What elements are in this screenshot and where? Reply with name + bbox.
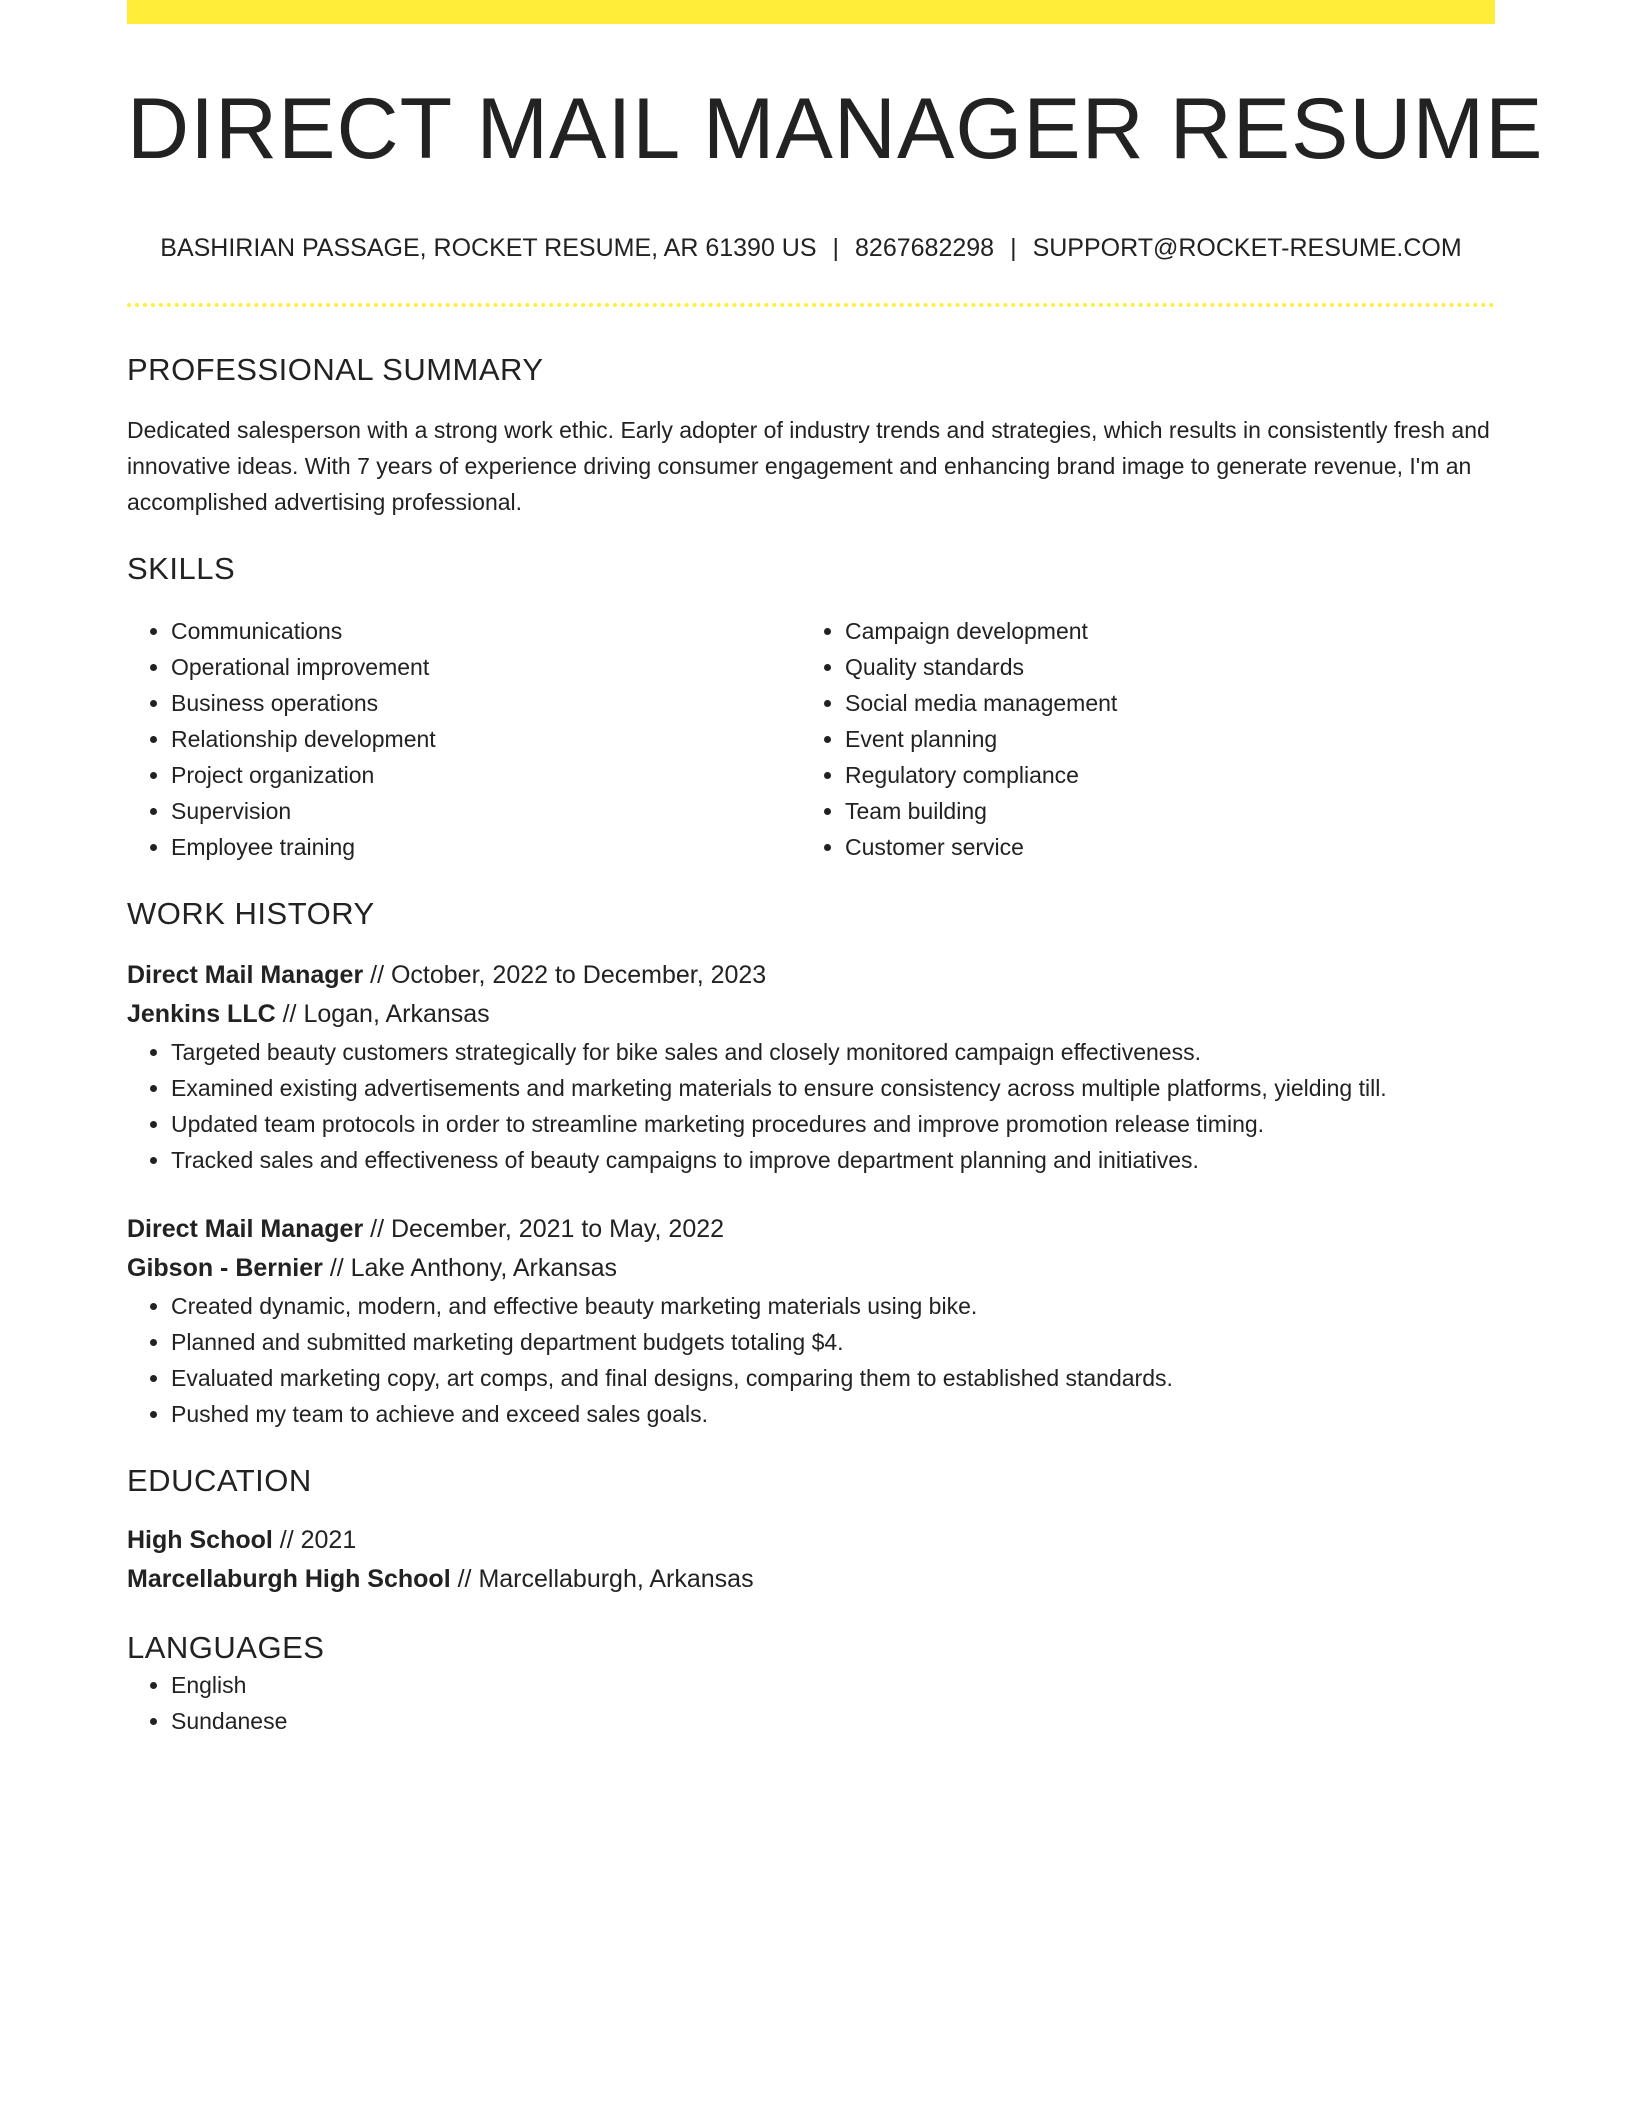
education-location: // Marcellaburgh, Arkansas xyxy=(450,1565,754,1594)
language-item: • Sundanese xyxy=(171,1703,1495,1739)
contact-phone: 8267682298 xyxy=(855,233,995,262)
skill-item: • Event planning xyxy=(845,721,1475,757)
section-title-education: EDUCATION xyxy=(127,1463,312,1499)
job-company: Gibson - Bernier xyxy=(127,1254,323,1283)
education-year: // 2021 xyxy=(272,1526,357,1555)
contact-separator: | xyxy=(832,233,840,262)
education-school: Marcellaburgh High School xyxy=(127,1565,451,1594)
job-bullet: • Created dynamic, modern, and effective beauty marketing materials using bike. xyxy=(171,1288,1495,1324)
language-item: • English xyxy=(171,1667,1495,1703)
job-bullet: • Evaluated marketing copy, art comps, and final designs, comparing them to established standards. xyxy=(171,1360,1495,1396)
job-bullet: • Tracked sales and effectiveness of beauty campaigns to improve department planning and initiatives. xyxy=(171,1142,1495,1178)
contact-address: BASHIRIAN PASSAGE, ROCKET RESUME, AR 61390 US xyxy=(160,233,817,262)
skills-column-right xyxy=(801,613,1475,865)
skill-item: • Relationship development xyxy=(171,721,801,757)
job-bullets xyxy=(127,1288,1495,1432)
job-dates: // December, 2021 to May, 2022 xyxy=(363,1215,725,1244)
skill-item: • Operational improvement xyxy=(171,649,801,685)
skills-column-left xyxy=(127,613,801,865)
job-company-line xyxy=(127,1249,1495,1288)
section-title-summary: PROFESSIONAL SUMMARY xyxy=(127,351,544,387)
skill-item: • Employee training xyxy=(171,829,801,865)
section-title-skills: SKILLS xyxy=(127,550,236,586)
job-role: Direct Mail Manager xyxy=(127,1215,364,1244)
resume-page xyxy=(127,0,1544,1739)
education-school-line xyxy=(127,1560,1495,1599)
job-company-line xyxy=(127,995,1495,1034)
top-accent-bar xyxy=(127,0,1495,24)
job-bullet: • Planned and submitted marketing department budgets totaling $4. xyxy=(171,1324,1495,1360)
skill-item: • Campaign development xyxy=(845,613,1475,649)
job-dates: // October, 2022 to December, 2023 xyxy=(363,961,767,990)
job-bullets xyxy=(127,1034,1495,1178)
job-location: // Logan, Arkansas xyxy=(275,1000,490,1029)
contact-email: SUPPORT@ROCKET-RESUME.COM xyxy=(1032,233,1462,262)
job-role-line xyxy=(127,1210,1495,1249)
job-bullet: • Updated team protocols in order to streamline marketing procedures and improve promotion release timing. xyxy=(171,1106,1495,1142)
education-degree-line xyxy=(127,1521,1495,1560)
skill-item: • Communications xyxy=(171,613,801,649)
skill-item: • Supervision xyxy=(171,793,801,829)
job-bullet: • Targeted beauty customers strategically for bike sales and closely monitored campaign effectiveness. xyxy=(171,1034,1495,1070)
section-title-work-history: WORK HISTORY xyxy=(127,895,375,931)
summary-text: Dedicated salesperson with a strong work ethic. Early adopter of industry trends and strategies, which results in consistently fresh and innovative ideas. With 7 years of experience driving consumer engagement and enhancing brand image to generate revenue, I'm an accomplished advertising professional. xyxy=(127,416,1490,515)
skill-item: • Business operations xyxy=(171,685,801,721)
job-bullet: • Examined existing advertisements and marketing materials to ensure consistency across multiple platforms, yielding till. xyxy=(171,1070,1495,1106)
skill-item: • Customer service xyxy=(845,829,1475,865)
job-entry xyxy=(127,1210,1495,1432)
job-bullet: • Pushed my team to achieve and exceed sales goals. xyxy=(171,1396,1495,1432)
job-role-line xyxy=(127,956,1495,995)
skill-item: • Quality standards xyxy=(845,649,1475,685)
resume-title: DIRECT MAIL MANAGER RESUME xyxy=(127,81,1544,177)
dotted-divider xyxy=(127,303,1495,307)
skill-item: • Project organization xyxy=(171,757,801,793)
job-company: Jenkins LLC xyxy=(127,1000,276,1029)
job-location: // Lake Anthony, Arkansas xyxy=(322,1254,618,1283)
job-role: Direct Mail Manager xyxy=(127,961,364,990)
contact-separator: | xyxy=(1010,233,1017,262)
skill-item: • Social media management xyxy=(845,685,1475,721)
skill-item: • Regulatory compliance xyxy=(845,757,1475,793)
languages-list xyxy=(127,1667,1495,1739)
contact-line xyxy=(127,233,1495,263)
job-entry xyxy=(127,956,1495,1178)
skills-list xyxy=(127,613,1495,865)
section-title-languages: LANGUAGES xyxy=(127,1630,325,1666)
skill-item: • Team building xyxy=(845,793,1475,829)
education-degree: High School xyxy=(127,1526,273,1555)
